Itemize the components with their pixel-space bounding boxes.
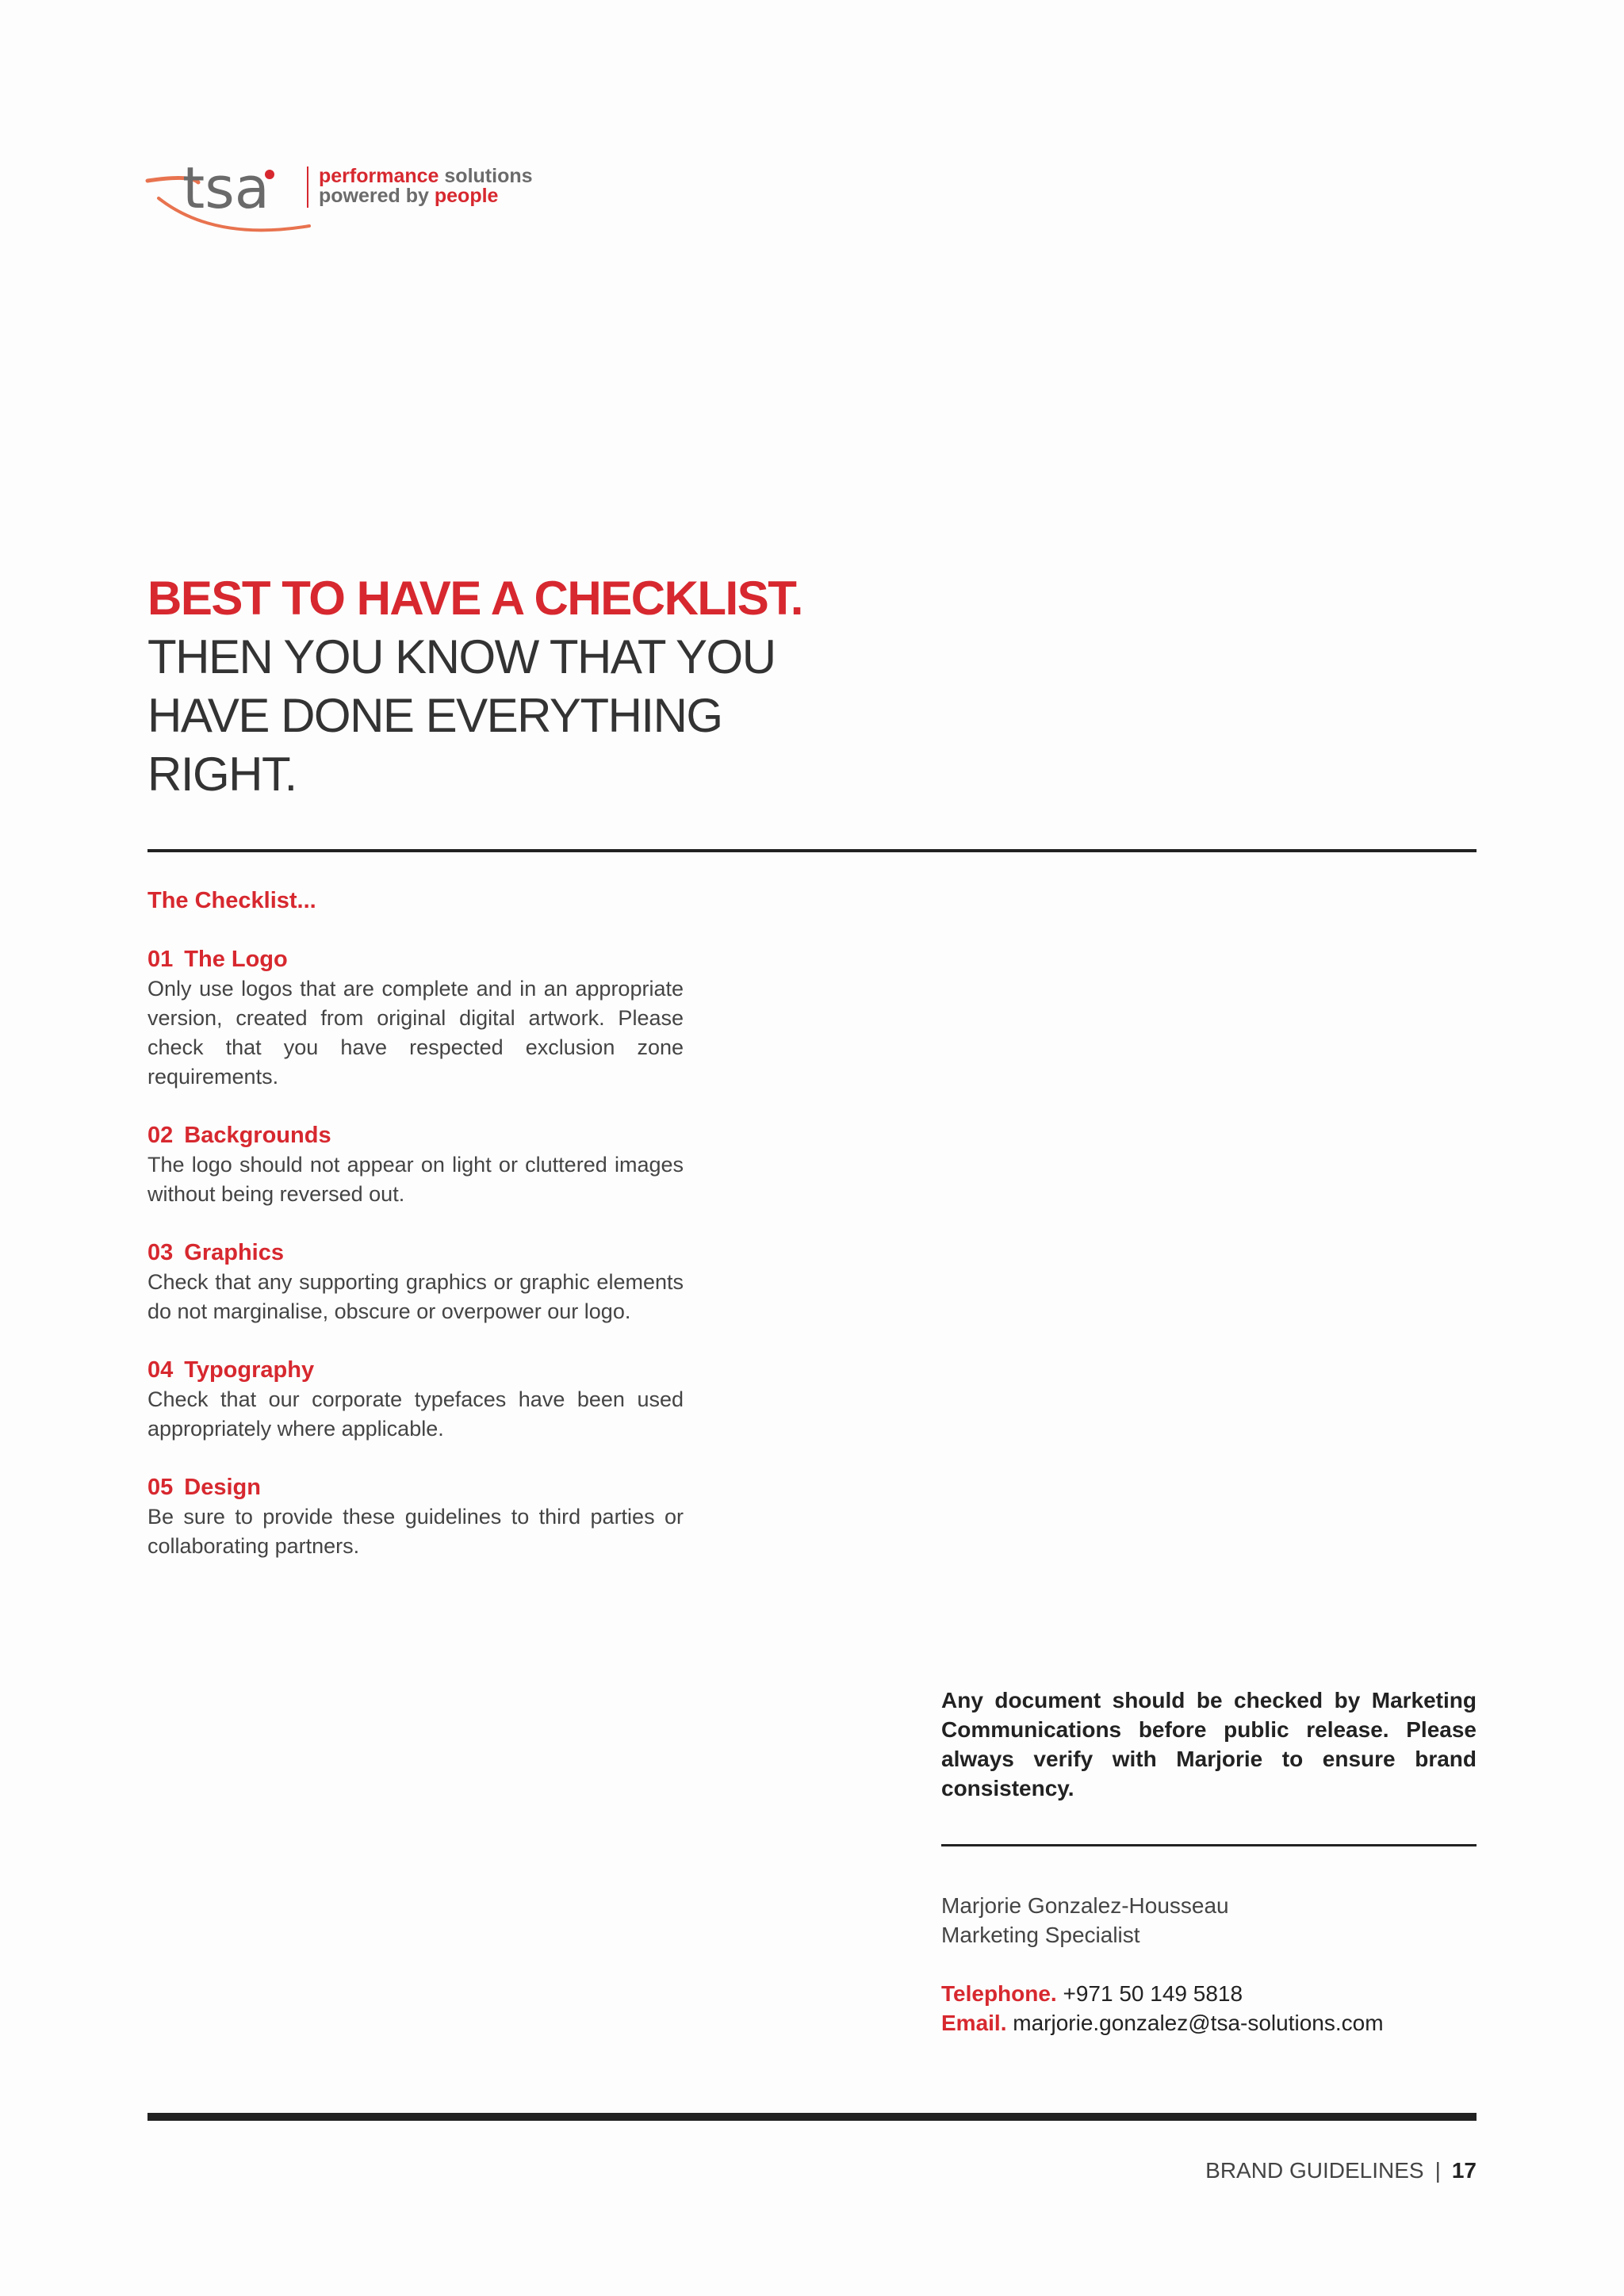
tsa-logo-mark — [143, 151, 317, 246]
checklist-item-body: Check that any supporting graphics or graphic elements do not marginalise, obscure or overpower our logo. — [147, 1270, 684, 1323]
checklist-item — [147, 1473, 684, 1561]
checklist-item-heading — [147, 1238, 684, 1268]
page-footer — [1205, 2156, 1477, 2185]
checklist-item-heading — [147, 945, 684, 974]
checklist-item — [147, 945, 684, 1092]
headline-continuation: THEN YOU KNOW THAT YOU HAVE DONE EVERYTHING RIGHT. — [147, 630, 776, 801]
checklist-item-title: Typography — [184, 1357, 315, 1383]
checklist-title: The Checklist... — [147, 888, 316, 913]
checklist-item — [147, 1121, 684, 1209]
footer-divider — [147, 2113, 1477, 2121]
checklist-item-body: Check that our corporate typefaces have been used appropriately where applicable. — [147, 1387, 684, 1441]
logo-wordmark: tsa — [182, 155, 270, 221]
checklist-item-title: Design — [184, 1475, 261, 1500]
checklist-item-body: Only use logos that are complete and in an appropriate version, created from original digital artwork. Please check that you have respected exclusion zone requirements. — [147, 977, 684, 1089]
checklist-item — [147, 1238, 684, 1326]
logo-tagline-powered-by: powered by — [319, 185, 429, 207]
logo-tagline — [319, 166, 533, 206]
logo-tagline-solutions: solutions — [444, 165, 533, 187]
checklist-item-title: Graphics — [184, 1240, 284, 1265]
notice-divider — [941, 1844, 1477, 1846]
checklist-item-heading — [147, 1356, 684, 1385]
tsa-logo — [143, 151, 539, 246]
contact-name: Marjorie Gonzalez-Housseau — [941, 1893, 1229, 1918]
email-link[interactable]: marjorie.gonzalez@tsa-solutions.com — [1013, 2011, 1384, 2035]
headline-divider — [147, 849, 1477, 852]
contact-role: Marketing Specialist — [941, 1923, 1140, 1947]
checklist-item-heading — [147, 1473, 684, 1502]
contact-email-row — [941, 2008, 1477, 2038]
contact-telephone-row — [941, 1979, 1477, 2008]
page-number: 17 — [1451, 2158, 1477, 2183]
contact-block — [941, 1891, 1477, 2038]
logo-tagline-people: people — [434, 185, 499, 207]
checklist-item-body: Be sure to provide these guidelines to third parties or collaborating partners. — [147, 1505, 684, 1558]
logo-tagline-performance: performance — [319, 165, 439, 187]
checklist-item-heading — [147, 1121, 684, 1150]
checklist-item-title: Backgrounds — [184, 1123, 331, 1148]
checklist-item-number: 03 — [147, 1240, 174, 1265]
checklist-item — [147, 1356, 684, 1444]
checklist-item-number: 05 — [147, 1475, 174, 1500]
checklist-item-number: 04 — [147, 1357, 174, 1383]
telephone-value: +971 50 149 5818 — [1063, 1981, 1243, 2006]
footer-label: BRAND GUIDELINES — [1205, 2158, 1424, 2183]
checklist-item-number: 02 — [147, 1123, 174, 1148]
checklist-item-body: The logo should not appear on light or cluttered images without being reversed out. — [147, 1153, 684, 1206]
page-headline — [147, 569, 861, 804]
telephone-label: Telephone. — [941, 1981, 1057, 2006]
footer-separator: | — [1434, 2158, 1441, 2183]
checklist-item-title: The Logo — [184, 947, 288, 972]
headline-emphasis: BEST TO HAVE A CHECKLIST. — [147, 572, 802, 625]
review-notice: Any document should be checked by Marketing Communications before public release. Please always verify with Marjorie to ensure brand consistency. — [941, 1688, 1477, 1800]
email-label: Email. — [941, 2011, 1007, 2035]
checklist — [147, 886, 684, 1590]
checklist-item-number: 01 — [147, 947, 174, 972]
